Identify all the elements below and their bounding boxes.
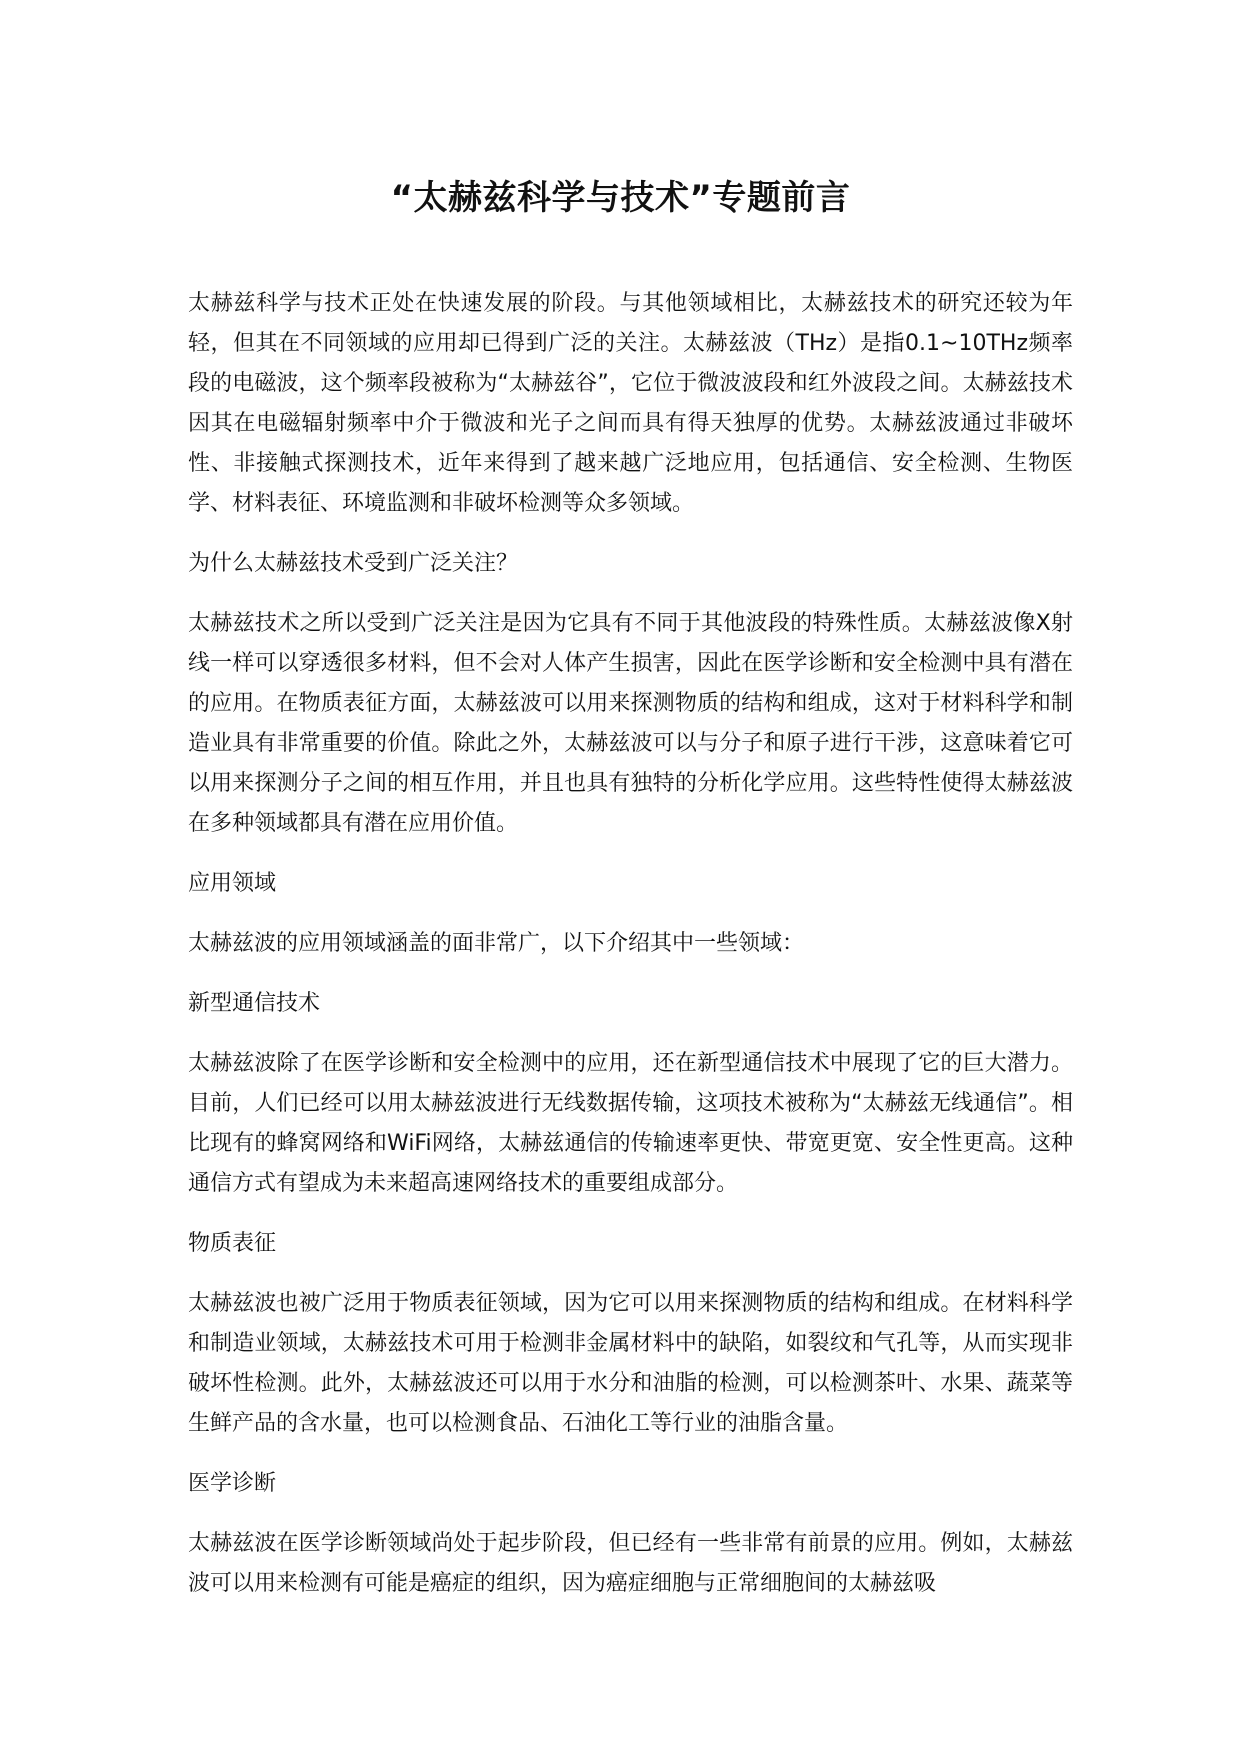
document-title: “太赫兹科学与技术”专题前言 bbox=[390, 178, 851, 218]
material-paragraph: 太赫兹波也被广泛用于物质表征领域，因为它可以用来探测物质的结构和组成。在材料科学和制造业领域，太赫兹技术可用于检测非金属材料中的缺陷，如裂纹和气孔等，从而实现非破坏性检测。此外，太赫兹波还可以用于水分和油脂的检测，可以检测茶叶、水果、蔬菜等生鲜产品的含水量，也可以检测食品、石油化工等行业的油脂含量。 bbox=[188, 1291, 1073, 1436]
medical-paragraph: 太赫兹波在医学诊断领域尚处于起步阶段，但已经有一些非常有前景的应用。例如，太赫兹波可以用来检测有可能是癌症的组织，因为癌症细胞与正常细胞间的太赫兹吸 bbox=[188, 1531, 1073, 1596]
heading-material-characterization: 物质表征 bbox=[188, 1231, 277, 1256]
document-body bbox=[188, 284, 1073, 1624]
why-paragraph: 太赫兹技术之所以受到广泛关注是因为它具有不同于其他波段的特殊性质。太赫兹波像X射线一样可以穿透很多材料，但不会对人体产生损害，因此在医学诊断和安全检测中具有潜在的应用。在物质表征方面，太赫兹波可以用来探测物质的结构和组成，这对于材料科学和制造业具有非常重要的价值。除此之外，太赫兹波可以与分子和原子进行干涉，这意味着它可以用来探测分子之间的相互作用，并且也具有独特的分析化学应用。这些特性使得太赫兹波在多种领域都具有潜在应用价值。 bbox=[188, 611, 1073, 836]
intro-paragraph: 太赫兹科学与技术正处在快速发展的阶段。与其他领域相比，太赫兹技术的研究还较为年轻，但其在不同领域的应用却已得到广泛的关注。太赫兹波（THz）是指0.1~10THz频率段的电磁波，这个频率段被称为“太赫兹谷”，它位于微波波段和红外波段之间。太赫兹技术因其在电磁辐射频率中介于微波和光子之间而具有得天独厚的优势。太赫兹波通过非破坏性、非接触式探测技术，近年来得到了越来越广泛地应用，包括通信、安全检测、生物医学、材料表征、环境监测和非破坏检测等众多领域。 bbox=[188, 291, 1073, 516]
heading-medical-diagnosis: 医学诊断 bbox=[188, 1471, 277, 1496]
applications-intro-paragraph: 太赫兹波的应用领域涵盖的面非常广，以下介绍其中一些领域： bbox=[188, 931, 805, 956]
communication-paragraph: 太赫兹波除了在医学诊断和安全检测中的应用，还在新型通信技术中展现了它的巨大潜力。目前，人们已经可以用太赫兹波进行无线数据传输，这项技术被称为“太赫兹无线通信”。相比现有的蜂窝网络和WiFi网络，太赫兹通信的传输速率更快、带宽更宽、安全性更高。这种通信方式有望成为未来超高速网络技术的重要组成部分。 bbox=[188, 1051, 1073, 1196]
heading-communication: 新型通信技术 bbox=[188, 991, 321, 1016]
heading-why: 为什么太赫兹技术受到广泛关注？ bbox=[188, 551, 519, 576]
heading-applications: 应用领域 bbox=[188, 871, 277, 896]
